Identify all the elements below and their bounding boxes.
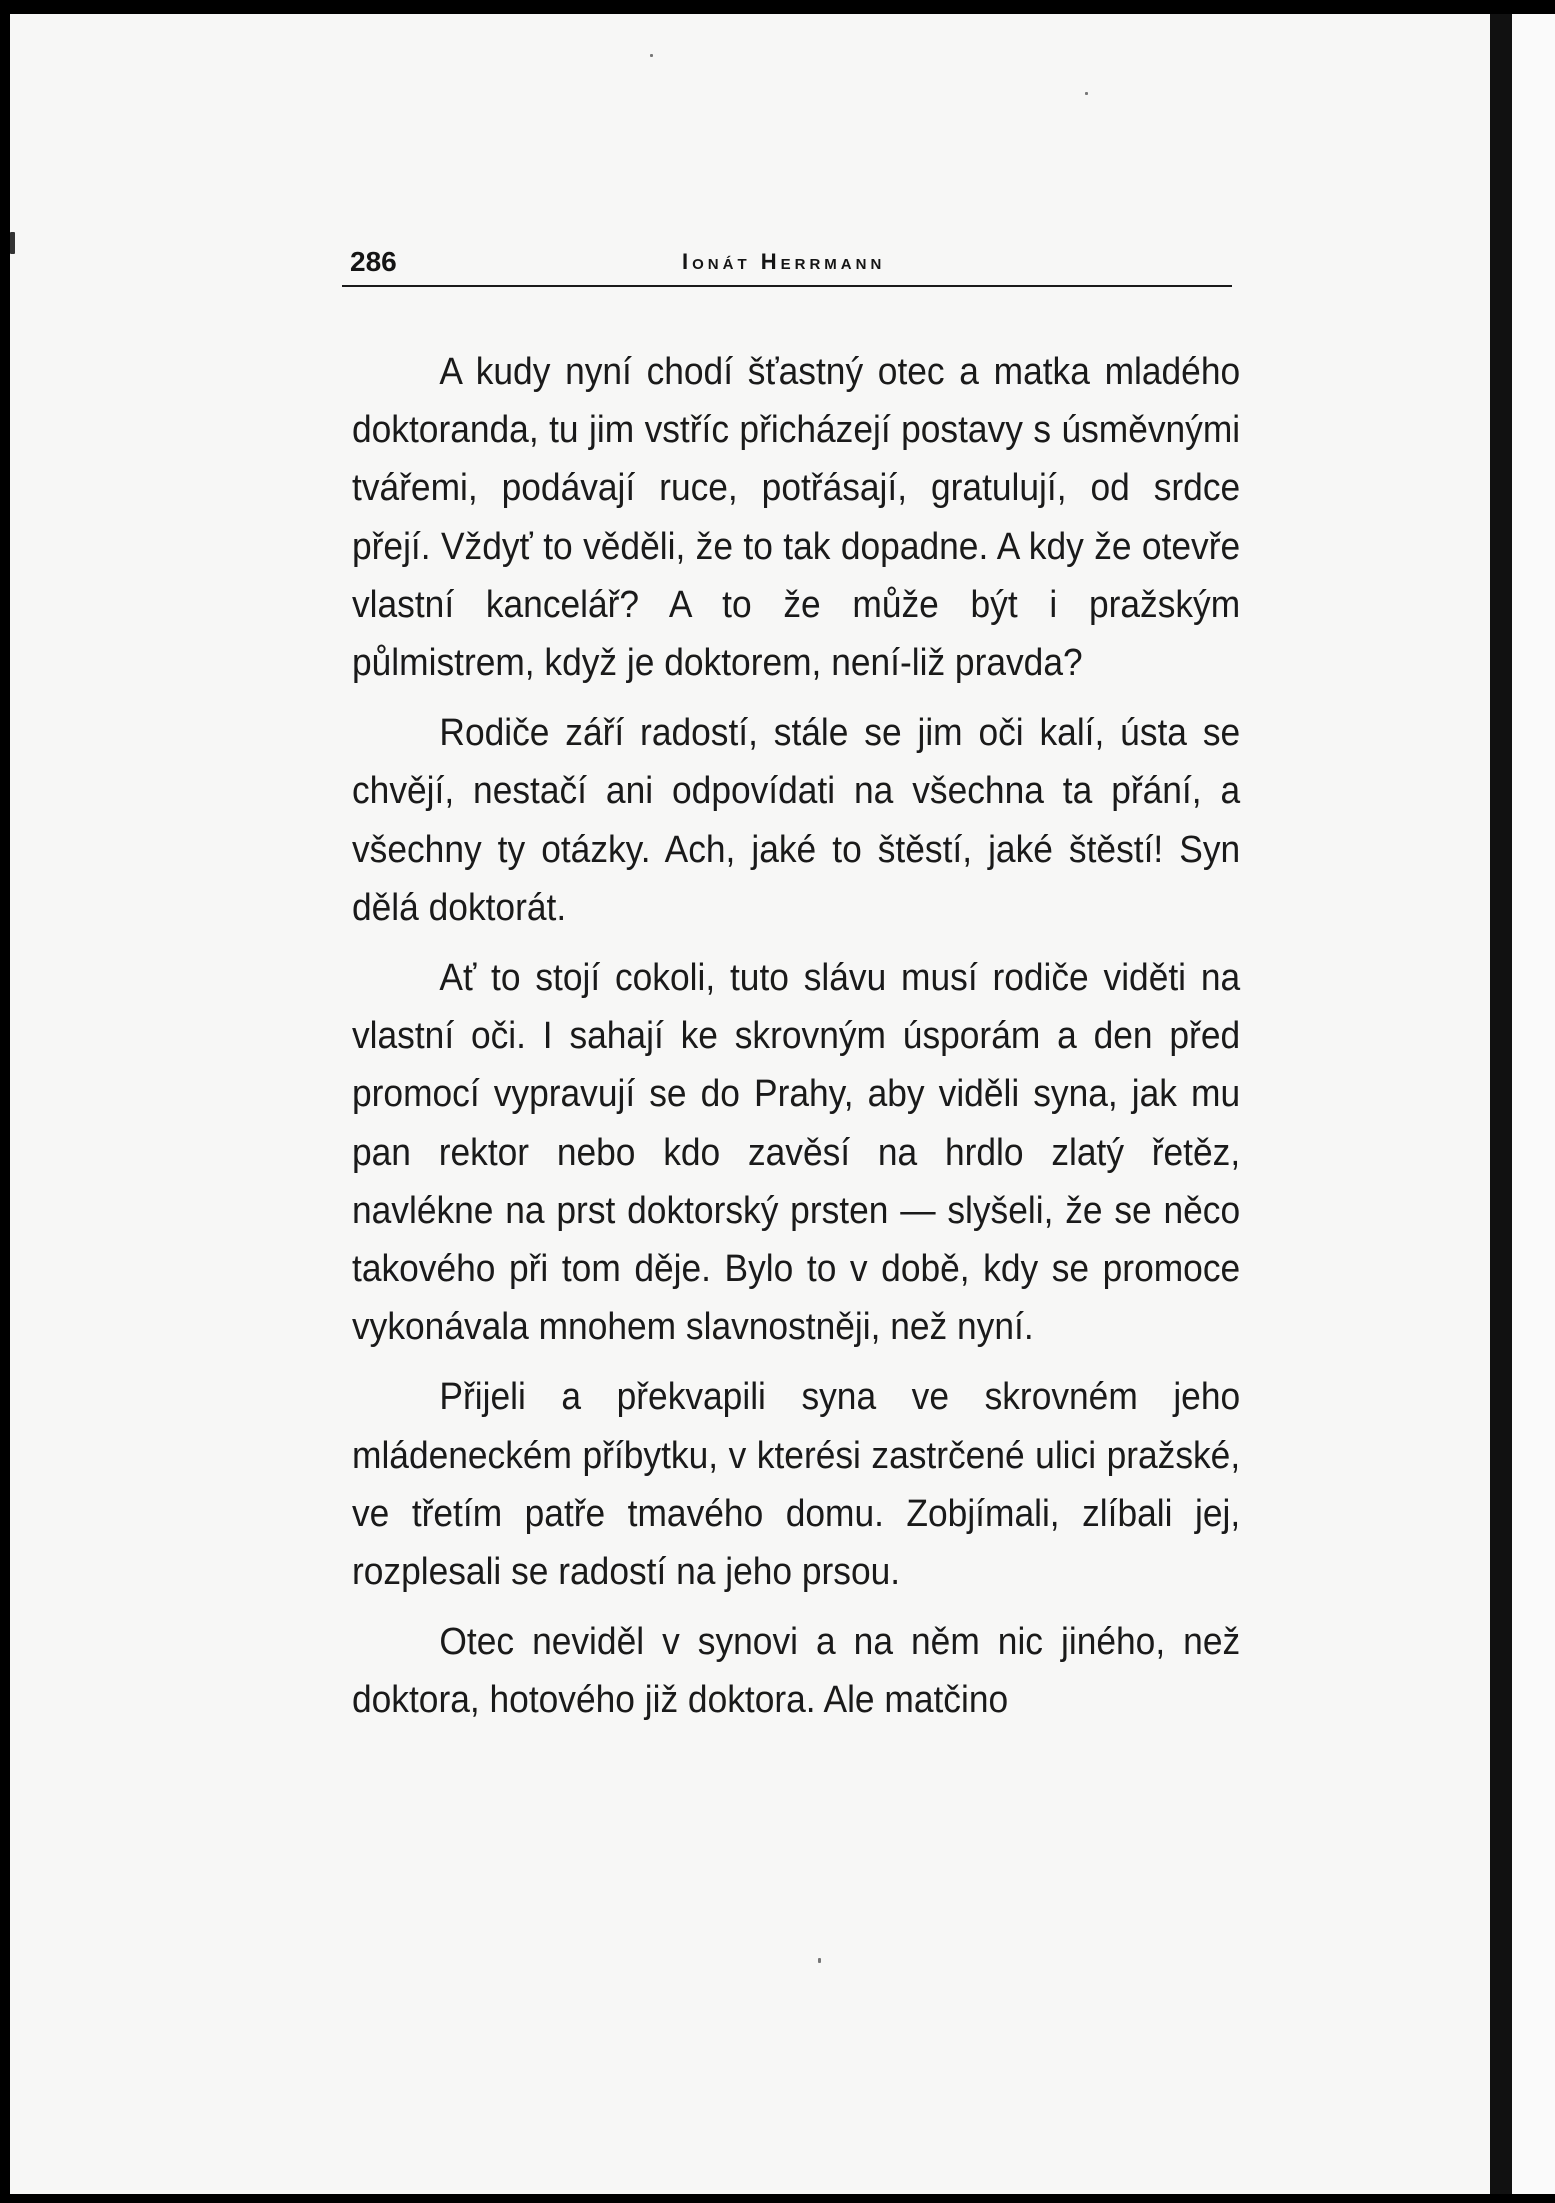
body-text — [352, 343, 1240, 1742]
running-head: Ionát Herrmann — [682, 249, 886, 274]
scan-speck — [10, 232, 15, 254]
scan-speck — [1085, 92, 1088, 95]
page-number: 286 — [350, 246, 397, 277]
scan-speck — [650, 54, 653, 57]
paragraph: Přijeli a překvapili syna ve skrovném jeho mládeneckém příbytku, v kterési zastrčené ulici pražské, ve třetím patře tmavého domu. Zobjímali, zlíbali jej, rozplesali se radostí na jeho prsou. — [352, 1376, 1241, 1594]
paragraph: A kudy nyní chodí šťastný otec a matka mladého doktoranda, tu jim vstříc přicházejí postavy s úsměvnými tvářemi, podávají ruce, potřásají, gratulují, od srdce přejí. Vždyť to věděli, že to tak dopadne. A kdy že otevře vlastní kancelář? A to že může být i pražským půlmistrem, když je doktorem, není-liž pravda? — [352, 351, 1241, 685]
paragraph: Rodiče září radostí, stále se jim oči kalí, ústa se chvějí, nestačí ani odpovídati na všechna ta přání, a všechny ty otázky. Ach, jaké to štěstí, jaké štěstí! Syn dělá doktorát. — [352, 712, 1241, 929]
paragraph: Otec neviděl v synovi a na něm nic jiného, než doktora, hotového již doktora. Ale matčino — [352, 1621, 1241, 1722]
paragraph: Ať to stojí cokoli, tuto slávu musí rodiče viděti na vlastní oči. I sahají ke skrovným úsporám a den před promocí vypravují se do Prahy, aby viděli syna, jak mu pan rektor nebo kdo zavěsí na hrdlo zlatý řetěz, navlékne na prst doktorský prsten — slyšeli, že se něco takového při tom děje. Bylo to v době, kdy se promoce vykonávala mnohem slavnostněji, než nyní. — [352, 957, 1241, 1349]
scan-speck — [818, 1958, 821, 1963]
page-header — [342, 246, 1230, 286]
next-page-strip — [1512, 14, 1555, 2194]
page-edge — [1490, 14, 1512, 2194]
header-rule — [342, 285, 1232, 287]
